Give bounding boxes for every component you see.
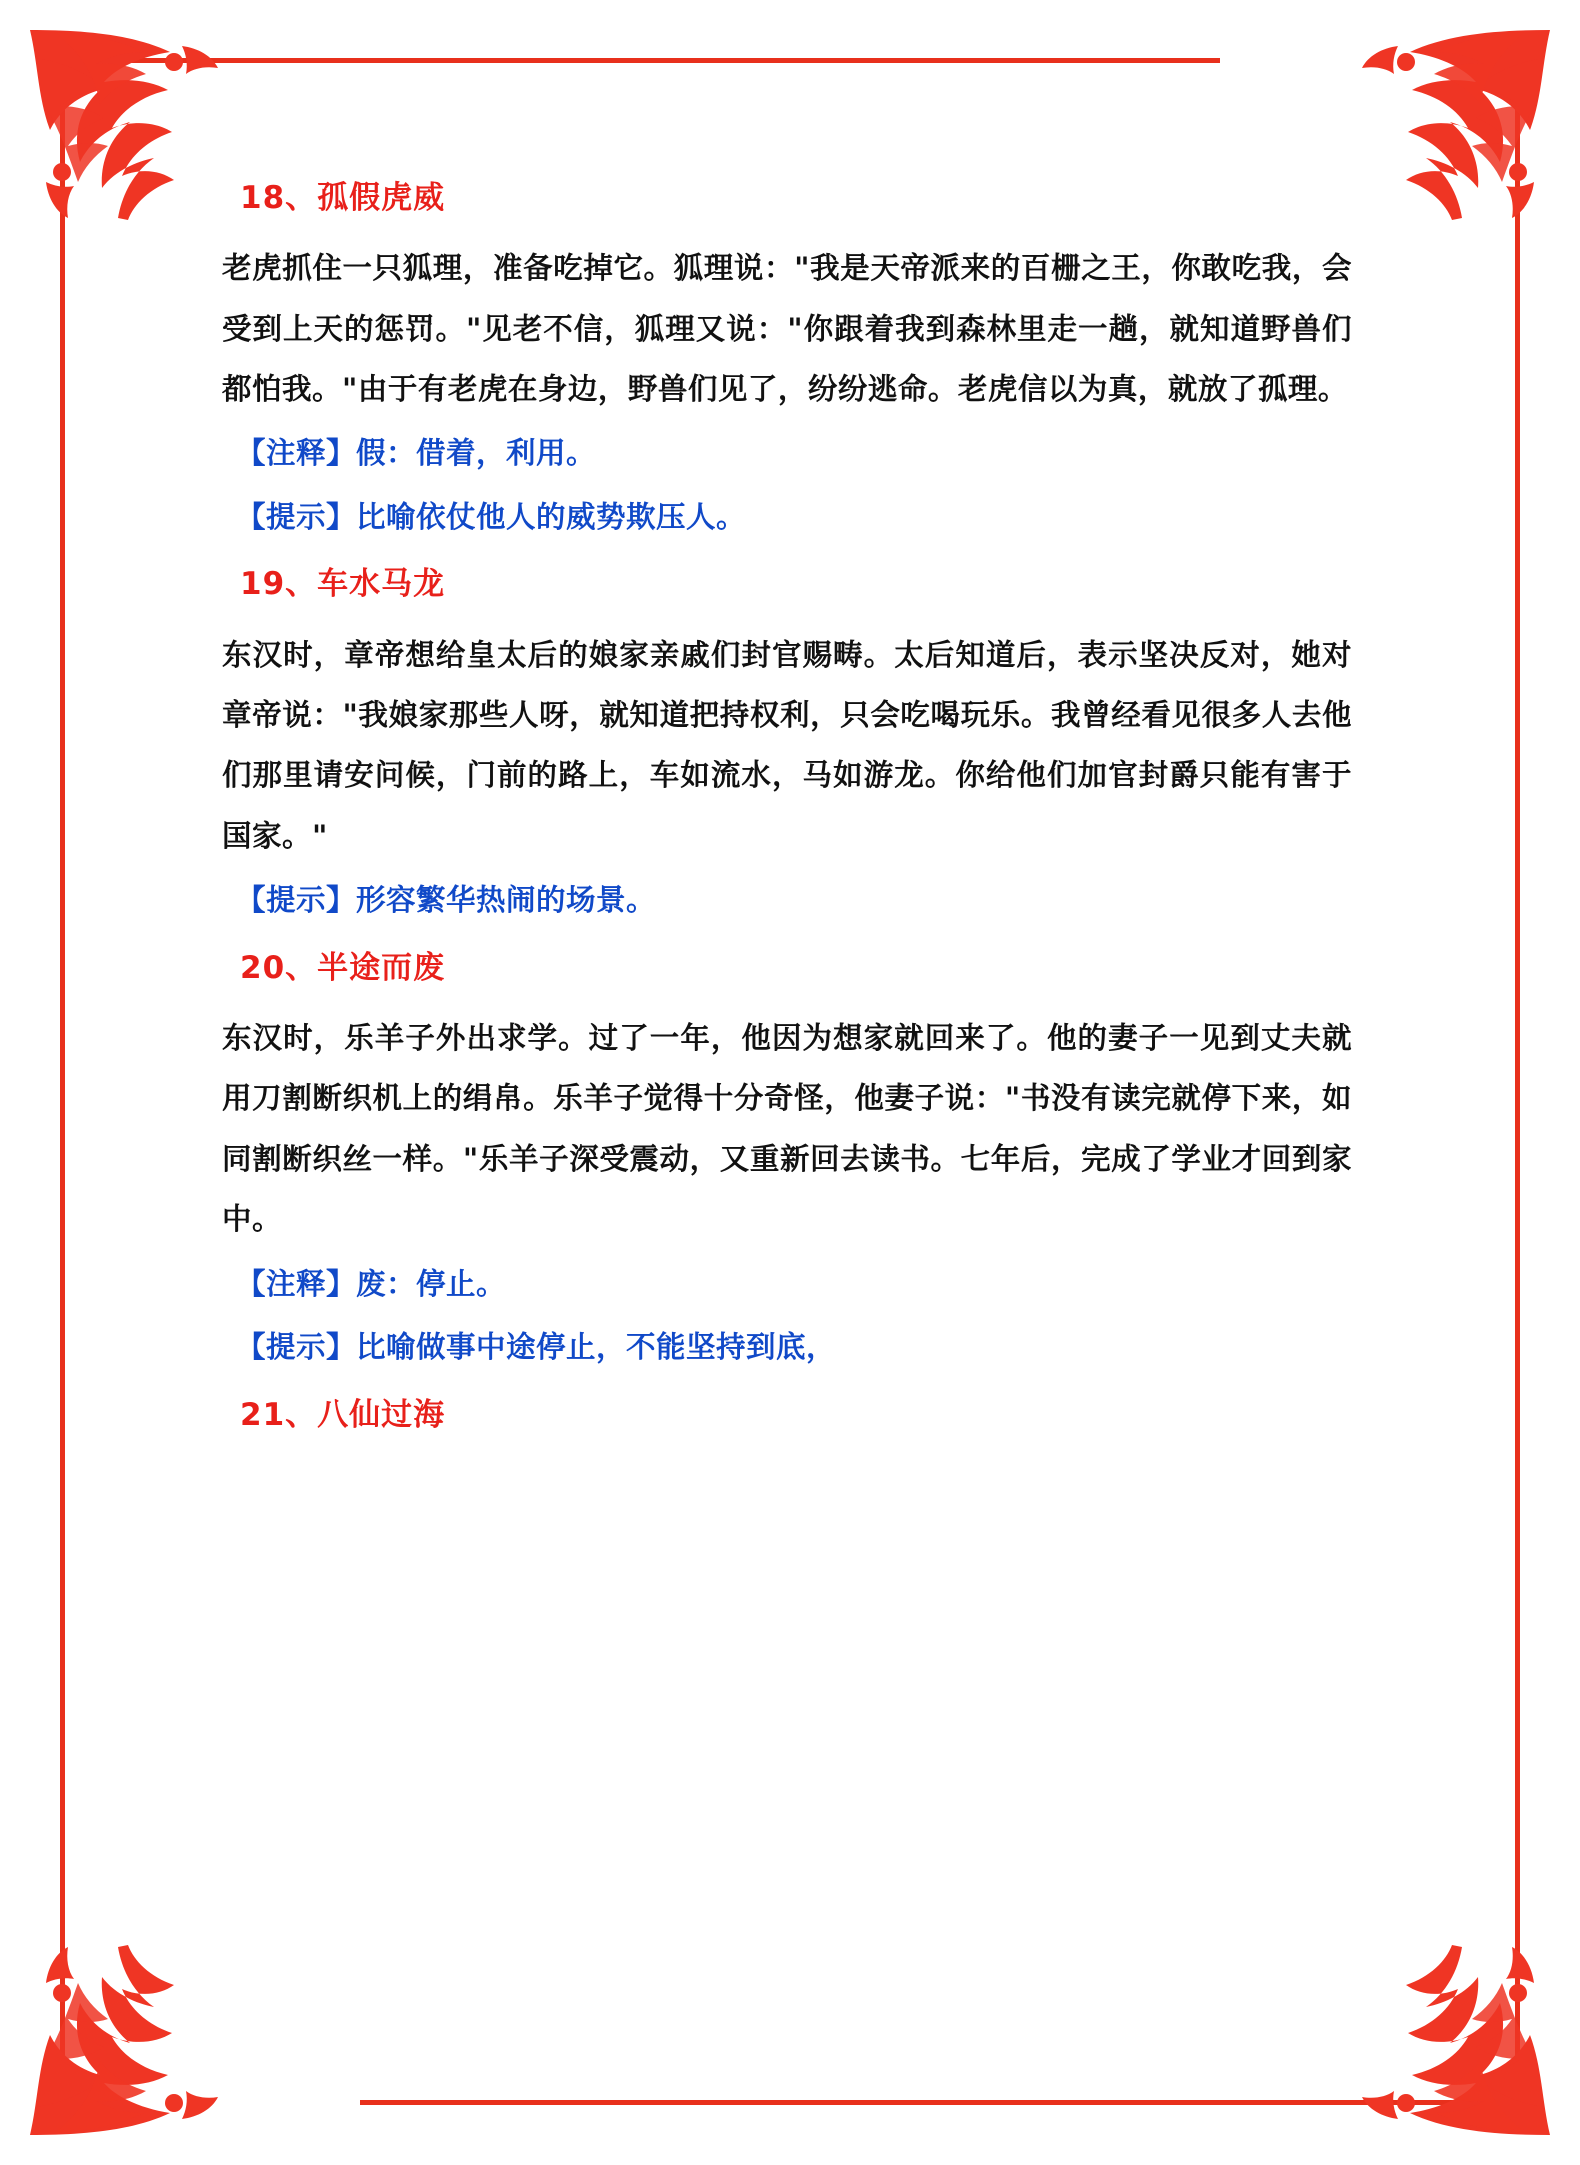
idiom-title: 20、半途而废 xyxy=(240,949,446,986)
frame-border-top xyxy=(60,58,1220,63)
idiom-entry xyxy=(222,1391,1352,1439)
ornament-corner-bottom-right xyxy=(1358,1943,1558,2143)
frame-border-right xyxy=(1515,58,1520,2105)
idiom-title: 21、八仙过海 xyxy=(240,1396,446,1433)
idiom-title: 18、孤假虎威 xyxy=(240,180,446,216)
idiom-hint: 【提示】形容繁华热闹的场景。 xyxy=(236,883,657,918)
idiom-story: 老虎抓住一只狐理，准备吃掉它。狐理说："我是天帝派来的百栅之王，你敢吃我，会受到上天的惩罚。"见老不信，狐理又说："你跟着我到森林里走一趟，就知道野兽们都怕我。"由于有老虎在身边，野兽们见了，纷纷逃命。老虎信以为真，就放了孤理。 xyxy=(222,251,1352,406)
idiom-story: 东汉时，章帝想给皇太后的娘家亲戚们封官赐畴。太后知道后，表示坚决反对，她对章帝说："我娘家那些人呀，就知道把持权利，只会吃喝玩乐。我曾经看见很多人去他们那里请安问候，门前的路上，车如流水，马如游龙。你给他们加官封爵只能有害于国家。" xyxy=(222,637,1352,853)
idiom-annotation: 【注释】废：停止。 xyxy=(236,1266,507,1301)
frame-border-bottom xyxy=(360,2100,1520,2105)
idiom-entry xyxy=(222,174,1352,546)
ornament-corner-top-right xyxy=(1358,22,1558,222)
ornament-corner-bottom-left xyxy=(22,1943,222,2143)
idiom-entry xyxy=(222,944,1352,1377)
idiom-annotation: 【注释】假：借着，利用。 xyxy=(236,436,597,471)
idiom-title: 19、车水马龙 xyxy=(240,566,446,603)
idiom-entry xyxy=(222,560,1352,929)
frame-border-left xyxy=(60,58,65,2105)
ornament-corner-top-left xyxy=(22,22,222,222)
idiom-hint: 【提示】比喻做事中途停止，不能坚持到底， xyxy=(236,1330,837,1365)
idiom-hint: 【提示】比喻依仗他人的威势欺压人。 xyxy=(236,499,747,534)
idiom-story: 东汉时，乐羊子外出求学。过了一年，他因为想家就回来了。他的妻子一见到丈夫就用刀割断织机上的绢帛。乐羊子觉得十分奇怪，他妻子说："书没有读完就停下来，如同割断织丝一样。"乐羊子深受震动，又重新回去读书。七年后，完成了学业才回到家中。 xyxy=(222,1020,1352,1237)
document-content xyxy=(222,160,1352,1455)
